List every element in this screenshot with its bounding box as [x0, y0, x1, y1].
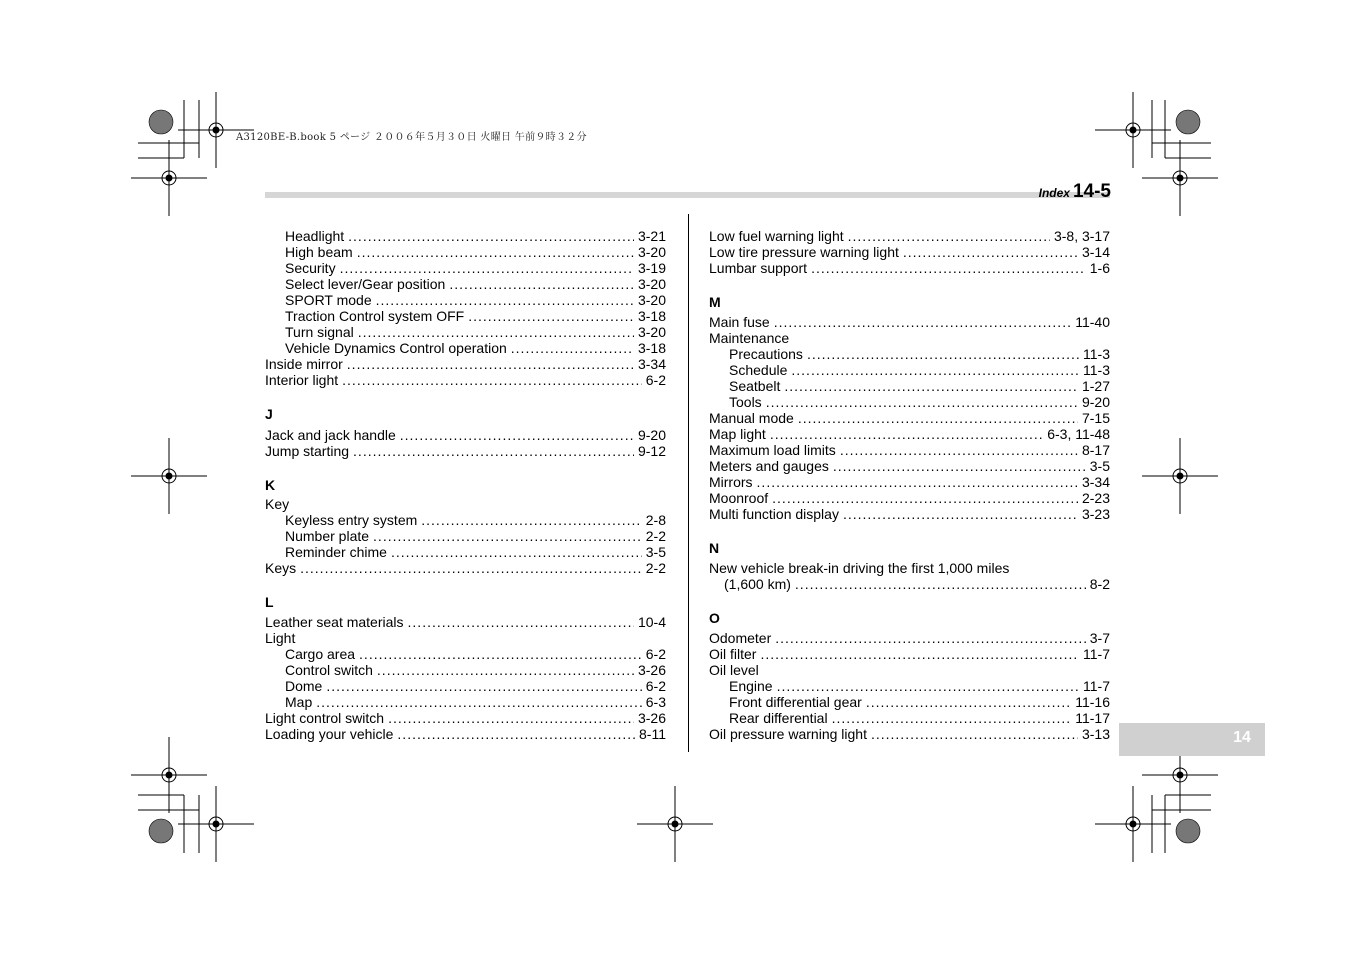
- index-subentry: Turn signal ..... 3-20: [265, 324, 666, 340]
- index-subentry: Keyless entry system ..... 2-8: [265, 512, 666, 528]
- index-entry: Interior light ..... 6-2: [265, 372, 666, 388]
- index-subentry: High beam ..... 3-20: [265, 244, 666, 260]
- index-entry: Keys ..... 2-2: [265, 560, 666, 576]
- index-subentry: Seatbelt ..... 1-27: [709, 378, 1110, 394]
- section-letter-j: J: [265, 406, 273, 422]
- page-number: 14-5: [1072, 181, 1111, 202]
- index-subentry: Vehicle Dynamics Control operation ..... 3-18: [265, 340, 666, 356]
- index-entry: Map light ..... 6-3, 11-48: [709, 426, 1110, 442]
- section-letter-m: M: [709, 294, 721, 310]
- index-subentry: SPORT mode ..... 3-20: [265, 292, 666, 308]
- chapter-tab: [1119, 723, 1265, 756]
- index-entry: Low tire pressure warning light ..... 3-14: [709, 244, 1110, 260]
- index-heading: Light: [265, 630, 296, 646]
- index-entry: Moonroof ..... 2-23: [709, 490, 1110, 506]
- index-heading: New vehicle break-in driving the first 1,000 miles: [709, 560, 1010, 576]
- index-entry: Jump starting ..... 9-12: [265, 443, 666, 459]
- index-subentry: Cargo area ..... 6-2: [265, 646, 666, 662]
- index-entry: Leather seat materials ..... 10-4: [265, 614, 666, 630]
- index-column-right: [709, 228, 1110, 742]
- section-letter-o: O: [709, 610, 720, 626]
- column-divider: [688, 214, 689, 752]
- index-entry: Manual mode ..... 7-15: [709, 410, 1110, 426]
- index-entry: Oil pressure warning light ..... 3-13: [709, 726, 1110, 742]
- index-entry: Odometer ..... 3-7: [709, 630, 1110, 646]
- index-entry: Maximum load limits ..... 8-17: [709, 442, 1110, 458]
- page-title: [1039, 181, 1111, 203]
- index-entry: Low fuel warning light ..... 3-8, 3-17: [709, 228, 1110, 244]
- index-entry: Oil filter ..... 11-7: [709, 646, 1110, 662]
- index-subentry: Control switch ..... 3-26: [265, 662, 666, 678]
- index-entry: Lumbar support ..... 1-6: [709, 260, 1110, 276]
- index-entry: Mirrors ..... 3-34: [709, 474, 1110, 490]
- index-subentry: Engine ..... 11-7: [709, 678, 1110, 694]
- index-subentry: Tools ..... 9-20: [709, 394, 1110, 410]
- index-entry: Meters and gauges ..... 3-5: [709, 458, 1110, 474]
- index-subentry: Front differential gear ..... 11-16: [709, 694, 1110, 710]
- index-heading: Key: [265, 496, 290, 512]
- index-column-left: [265, 228, 666, 742]
- index-entry: Jack and jack handle ..... 9-20: [265, 427, 666, 443]
- index-subentry: Number plate ..... 2-2: [265, 528, 666, 544]
- index-entry: Inside mirror ..... 3-34: [265, 356, 666, 372]
- index-entry: Main fuse ..... 11-40: [709, 314, 1110, 330]
- index-subentry: Security ..... 3-19: [265, 260, 666, 276]
- section-letter-n: N: [709, 540, 720, 556]
- file-slug: A3120BE-B.book 5 ページ ２００６年５月３０日 火曜日 午前９時３２分: [236, 132, 587, 143]
- index-heading: Oil level: [709, 662, 759, 678]
- index-entry: Loading your vehicle ..... 8-11: [265, 726, 666, 742]
- chapter-tab-label: 14: [1233, 729, 1251, 746]
- section-letter-k: K: [265, 477, 276, 493]
- index-subentry: Precautions ..... 11-3: [709, 346, 1110, 362]
- index-subentry: Rear differential ..... 11-17: [709, 710, 1110, 726]
- index-subentry: Select lever/Gear position ..... 3-20: [265, 276, 666, 292]
- header-rule: [265, 192, 1110, 198]
- index-heading: Maintenance: [709, 330, 790, 346]
- index-subentry: Reminder chime ..... 3-5: [265, 544, 666, 560]
- page-title-word: Index: [1038, 186, 1070, 200]
- index-entry: Multi function display ..... 3-23: [709, 506, 1110, 522]
- index-subentry: (1,600 km) ..... 8-2: [709, 576, 1110, 592]
- index-subentry: Map ..... 6-3: [265, 694, 666, 710]
- index-subentry: Dome ..... 6-2: [265, 678, 666, 694]
- index-subentry: Traction Control system OFF ..... 3-18: [265, 308, 666, 324]
- index-entry: Light control switch ..... 3-26: [265, 710, 666, 726]
- section-letter-l: L: [265, 594, 274, 610]
- index-subentry: Headlight ..... 3-21: [265, 228, 666, 244]
- index-subentry: Schedule ..... 11-3: [709, 362, 1110, 378]
